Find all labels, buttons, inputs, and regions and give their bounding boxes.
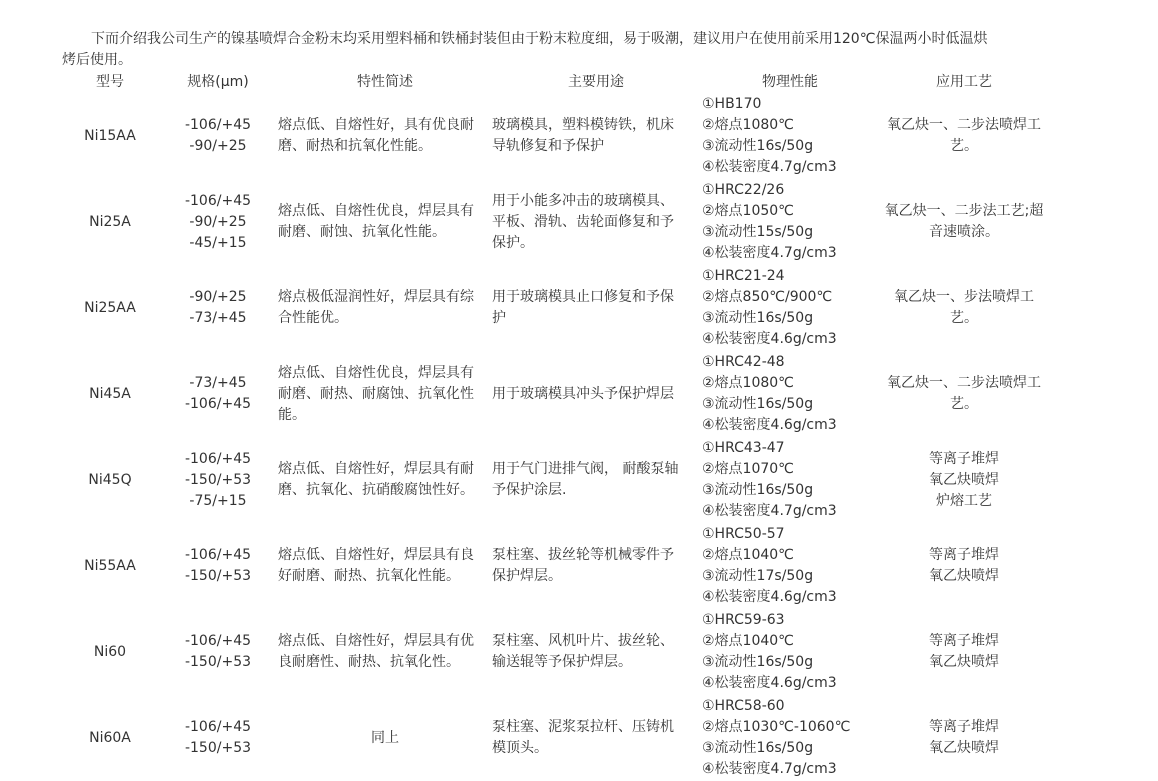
model-cell: Ni25A xyxy=(89,213,131,230)
spec-cell-line: -90/+25 xyxy=(189,289,247,305)
process-cell-line: 氧乙炔一、二步法工艺;超 xyxy=(884,203,1044,219)
usage-cell-line: 用于玻璃模具冲头予保护焊层 xyxy=(492,385,674,402)
process-cell xyxy=(880,179,1048,265)
spec-cell-line: -106/+45 xyxy=(184,719,252,735)
usage-cell xyxy=(492,93,700,179)
process-cell-line: 等离子堆焊 xyxy=(929,633,999,649)
process-cell-line: 艺。 xyxy=(950,138,978,154)
properties-cell-line: ②熔点1050℃ xyxy=(702,203,794,219)
feature-cell-line: 磨、耐热和抗氧化性能。 xyxy=(278,138,432,154)
spec-cell-line: -150/+53 xyxy=(184,740,252,756)
usage-cell-line: 保护。 xyxy=(492,234,534,251)
usage-cell-line: 导轨修复和予保护 xyxy=(492,138,604,154)
properties-cell xyxy=(700,93,880,179)
usage-cell xyxy=(492,179,700,265)
properties-cell-line: ④松装密度4.6g/cm3 xyxy=(702,675,837,691)
spec-cell xyxy=(158,523,278,609)
properties-cell-line: ③流动性16s/50g xyxy=(702,654,814,670)
usage-cell-line: 保护焊层。 xyxy=(492,568,562,584)
spec-cell-line: -90/+25 xyxy=(189,213,247,230)
header-properties: 物理性能 xyxy=(762,74,818,90)
feature-cell-line: 磨、抗氧化、抗硝酸腐蚀性好。 xyxy=(278,482,474,498)
process-cell-line: 氧乙炔喷焊 xyxy=(929,654,999,670)
intro-paragraph xyxy=(62,29,1062,71)
model-cell: Ni15AA xyxy=(84,127,136,144)
intro-line-2: 烤后使用。 xyxy=(62,52,132,68)
spec-cell-line: -90/+25 xyxy=(189,138,247,154)
properties-cell-line: ③流动性15s/50g xyxy=(702,224,814,240)
feature-cell-line: 好耐磨、耐热、抗氧化性能。 xyxy=(278,568,460,584)
intro-line-1: 下而介绍我公司生产的镍基喷焊合金粉末均采用塑料桶和铁桶封装但由于粉末粒度细，易于吸潮，建议用户在使用前采用120℃保温两小时低温烘 xyxy=(91,31,988,47)
alloy-powder-table xyxy=(62,72,1048,781)
process-cell xyxy=(880,609,1048,695)
properties-cell-line: ①HRC43-47 xyxy=(702,440,785,456)
spec-cell-line: -106/+45 xyxy=(184,192,252,209)
usage-cell-line: 予保护涂层. xyxy=(492,482,567,498)
usage-cell-line: 平板、滑轨、齿轮面修复和予 xyxy=(492,213,674,230)
properties-cell-line: ②熔点1080℃ xyxy=(702,375,794,391)
header-model: 型号 xyxy=(96,74,124,90)
process-cell-line: 氧乙炔一、二步法喷焊工 xyxy=(887,375,1041,391)
spec-cell-line: -106/+45 xyxy=(184,547,252,563)
properties-cell xyxy=(700,609,880,695)
spec-cell-line: -106/+45 xyxy=(184,450,252,467)
process-cell-line: 等离子堆焊 xyxy=(929,450,999,467)
process-cell-line: 炉熔工艺 xyxy=(936,492,992,509)
spec-cell xyxy=(158,437,278,523)
properties-cell-line: ③流动性16s/50g xyxy=(702,396,814,412)
usage-cell-line: 玻璃模具，塑料模铸铁，机床 xyxy=(492,117,674,133)
model-cell: Ni45Q xyxy=(88,471,132,488)
header-feature: 特性简述 xyxy=(357,74,413,90)
table-row xyxy=(62,437,1048,523)
table-row xyxy=(62,351,1048,437)
header-spec: 规格(μm) xyxy=(187,74,249,90)
table-header-row xyxy=(62,72,1048,93)
properties-cell-line: ④松装密度4.6g/cm3 xyxy=(702,417,837,433)
header-usage: 主要用途 xyxy=(568,74,624,90)
spec-cell xyxy=(158,609,278,695)
spec-cell-line: -106/+45 xyxy=(184,396,252,412)
properties-cell-line: ①HRC22/26 xyxy=(702,182,785,198)
spec-cell-line: -73/+45 xyxy=(189,310,247,326)
properties-cell xyxy=(700,523,880,609)
header-process: 应用工艺 xyxy=(936,74,992,90)
properties-cell-line: ①HRC59-63 xyxy=(702,612,785,628)
properties-cell-line: ①HRC58-60 xyxy=(702,698,785,714)
process-cell xyxy=(880,265,1048,351)
table-row xyxy=(62,93,1048,179)
process-cell xyxy=(880,695,1048,781)
properties-cell-line: ③流动性16s/50g xyxy=(702,740,814,756)
process-cell-line: 氧乙炔一、二步法喷焊工 xyxy=(887,117,1041,133)
process-cell-line: 氧乙炔喷焊 xyxy=(929,740,999,756)
properties-cell-line: ④松装密度4.6g/cm3 xyxy=(702,331,837,347)
spec-cell xyxy=(158,695,278,781)
properties-cell xyxy=(700,179,880,265)
spec-cell-line: -106/+45 xyxy=(184,117,252,133)
usage-cell-line: 用于玻璃模具止口修复和予保 xyxy=(492,289,674,305)
usage-cell xyxy=(492,351,700,437)
properties-cell-line: ④松装密度4.7g/cm3 xyxy=(702,761,837,777)
properties-cell-line: ①HRC42-48 xyxy=(702,354,785,370)
process-cell-line: 氧乙炔喷焊 xyxy=(929,471,999,488)
properties-cell-line: ①HB170 xyxy=(702,96,762,112)
properties-cell-line: ①HRC21-24 xyxy=(702,268,785,284)
spec-cell-line: -45/+15 xyxy=(189,234,247,251)
feature-cell-line: 熔点低、自熔性好，具有优良耐 xyxy=(278,117,474,133)
properties-cell xyxy=(700,437,880,523)
feature-cell-line: 熔点低、自熔性好，焊层具有优 xyxy=(278,633,474,649)
usage-cell xyxy=(492,437,700,523)
properties-cell-line: ③流动性16s/50g xyxy=(702,138,814,154)
process-cell xyxy=(880,93,1048,179)
feature-cell-line: 耐磨、耐热、耐腐蚀、抗氧化性 xyxy=(278,385,474,402)
properties-cell-line: ②熔点1040℃ xyxy=(702,633,794,649)
usage-cell-line: 模顶头。 xyxy=(492,740,548,756)
properties-cell-line: ③流动性17s/50g xyxy=(702,568,814,584)
usage-cell xyxy=(492,695,700,781)
spec-cell-line: -150/+53 xyxy=(184,654,252,670)
table-row xyxy=(62,523,1048,609)
feature-cell xyxy=(278,351,492,437)
feature-cell-line: 合性能优。 xyxy=(278,310,348,326)
spec-cell xyxy=(158,351,278,437)
properties-cell-line: ①HRC50-57 xyxy=(702,526,785,542)
properties-cell xyxy=(700,265,880,351)
properties-cell-line: ④松装密度4.7g/cm3 xyxy=(702,245,837,261)
properties-cell-line: ③流动性16s/50g xyxy=(702,310,814,326)
spec-cell xyxy=(158,265,278,351)
process-cell-line: 等离子堆焊 xyxy=(929,719,999,735)
table-row xyxy=(62,695,1048,781)
spec-cell-line: -73/+45 xyxy=(189,375,247,391)
feature-cell xyxy=(278,523,492,609)
properties-cell-line: ④松装密度4.7g/cm3 xyxy=(702,159,837,175)
properties-cell-line: ④松装密度4.6g/cm3 xyxy=(702,589,837,605)
usage-cell-line: 护 xyxy=(492,310,506,326)
usage-cell-line: 泵柱塞、风机叶片、拔丝轮、 xyxy=(492,633,674,649)
spec-cell-line: -150/+53 xyxy=(184,568,252,584)
feature-cell xyxy=(278,695,492,781)
feature-cell xyxy=(278,179,492,265)
feature-cell-line: 能。 xyxy=(278,406,306,423)
usage-cell xyxy=(492,265,700,351)
process-cell-line: 艺。 xyxy=(950,310,978,326)
process-cell xyxy=(880,437,1048,523)
properties-cell-line: ②熔点850℃/900℃ xyxy=(702,289,833,305)
usage-cell-line: 用于气门进排气阀， 耐酸泵轴 xyxy=(492,461,679,477)
process-cell-line: 等离子堆焊 xyxy=(929,547,999,563)
feature-cell-line: 同上 xyxy=(371,729,399,746)
spec-cell-line: -75/+15 xyxy=(189,492,247,509)
model-cell: Ni60A xyxy=(89,729,131,746)
usage-cell xyxy=(492,523,700,609)
process-cell-line: 音速喷涂。 xyxy=(929,224,999,240)
process-cell-line: 艺。 xyxy=(950,396,978,412)
model-cell: Ni45A xyxy=(89,385,131,402)
table-body xyxy=(62,93,1048,781)
feature-cell-line: 良耐磨性、耐热、抗氧化性。 xyxy=(278,654,460,670)
process-cell-line: 氧乙炔一、步法喷焊工 xyxy=(894,289,1034,305)
table-row xyxy=(62,179,1048,265)
spec-cell xyxy=(158,93,278,179)
feature-cell-line: 熔点低、自熔性好，焊层具有良 xyxy=(278,547,474,563)
feature-cell xyxy=(278,437,492,523)
feature-cell-line: 熔点低、自熔性优良，焊层具有 xyxy=(278,203,474,219)
feature-cell xyxy=(278,265,492,351)
usage-cell-line: 泵柱塞、泥浆泵拉杆、压铸机 xyxy=(492,719,674,735)
spec-cell-line: -150/+53 xyxy=(184,471,252,488)
properties-cell-line: ②熔点1040℃ xyxy=(702,547,794,563)
process-cell xyxy=(880,523,1048,609)
properties-cell-line: ②熔点1070℃ xyxy=(702,461,794,477)
spec-cell-line: -106/+45 xyxy=(184,633,252,649)
feature-cell xyxy=(278,609,492,695)
properties-cell-line: ④松装密度4.7g/cm3 xyxy=(702,503,837,519)
process-cell-line: 氧乙炔喷焊 xyxy=(929,568,999,584)
usage-cell xyxy=(492,609,700,695)
properties-cell-line: ②熔点1030℃-1060℃ xyxy=(702,719,851,735)
feature-cell-line: 熔点低、自熔性优良，焊层具有 xyxy=(278,364,474,381)
feature-cell-line: 耐磨、耐蚀、抗氧化性能。 xyxy=(278,224,446,240)
properties-cell-line: ②熔点1080℃ xyxy=(702,117,794,133)
model-cell: Ni60 xyxy=(93,643,127,660)
table-row xyxy=(62,609,1048,695)
table-row xyxy=(62,265,1048,351)
model-cell: Ni55AA xyxy=(84,557,136,574)
feature-cell-line: 熔点低、自熔性好，焊层具有耐 xyxy=(278,461,474,477)
properties-cell-line: ③流动性16s/50g xyxy=(702,482,814,498)
process-cell xyxy=(880,351,1048,437)
usage-cell-line: 泵柱塞、拔丝轮等机械零件予 xyxy=(492,547,674,563)
model-cell: Ni25AA xyxy=(84,299,136,316)
feature-cell-line: 熔点极低湿润性好，焊层具有综 xyxy=(278,289,474,305)
properties-cell xyxy=(700,695,880,781)
usage-cell-line: 输送辊等予保护焊层。 xyxy=(492,654,632,670)
spec-cell xyxy=(158,179,278,265)
feature-cell xyxy=(278,93,492,179)
properties-cell xyxy=(700,351,880,437)
usage-cell-line: 用于小能多冲击的玻璃模具、 xyxy=(492,192,674,209)
